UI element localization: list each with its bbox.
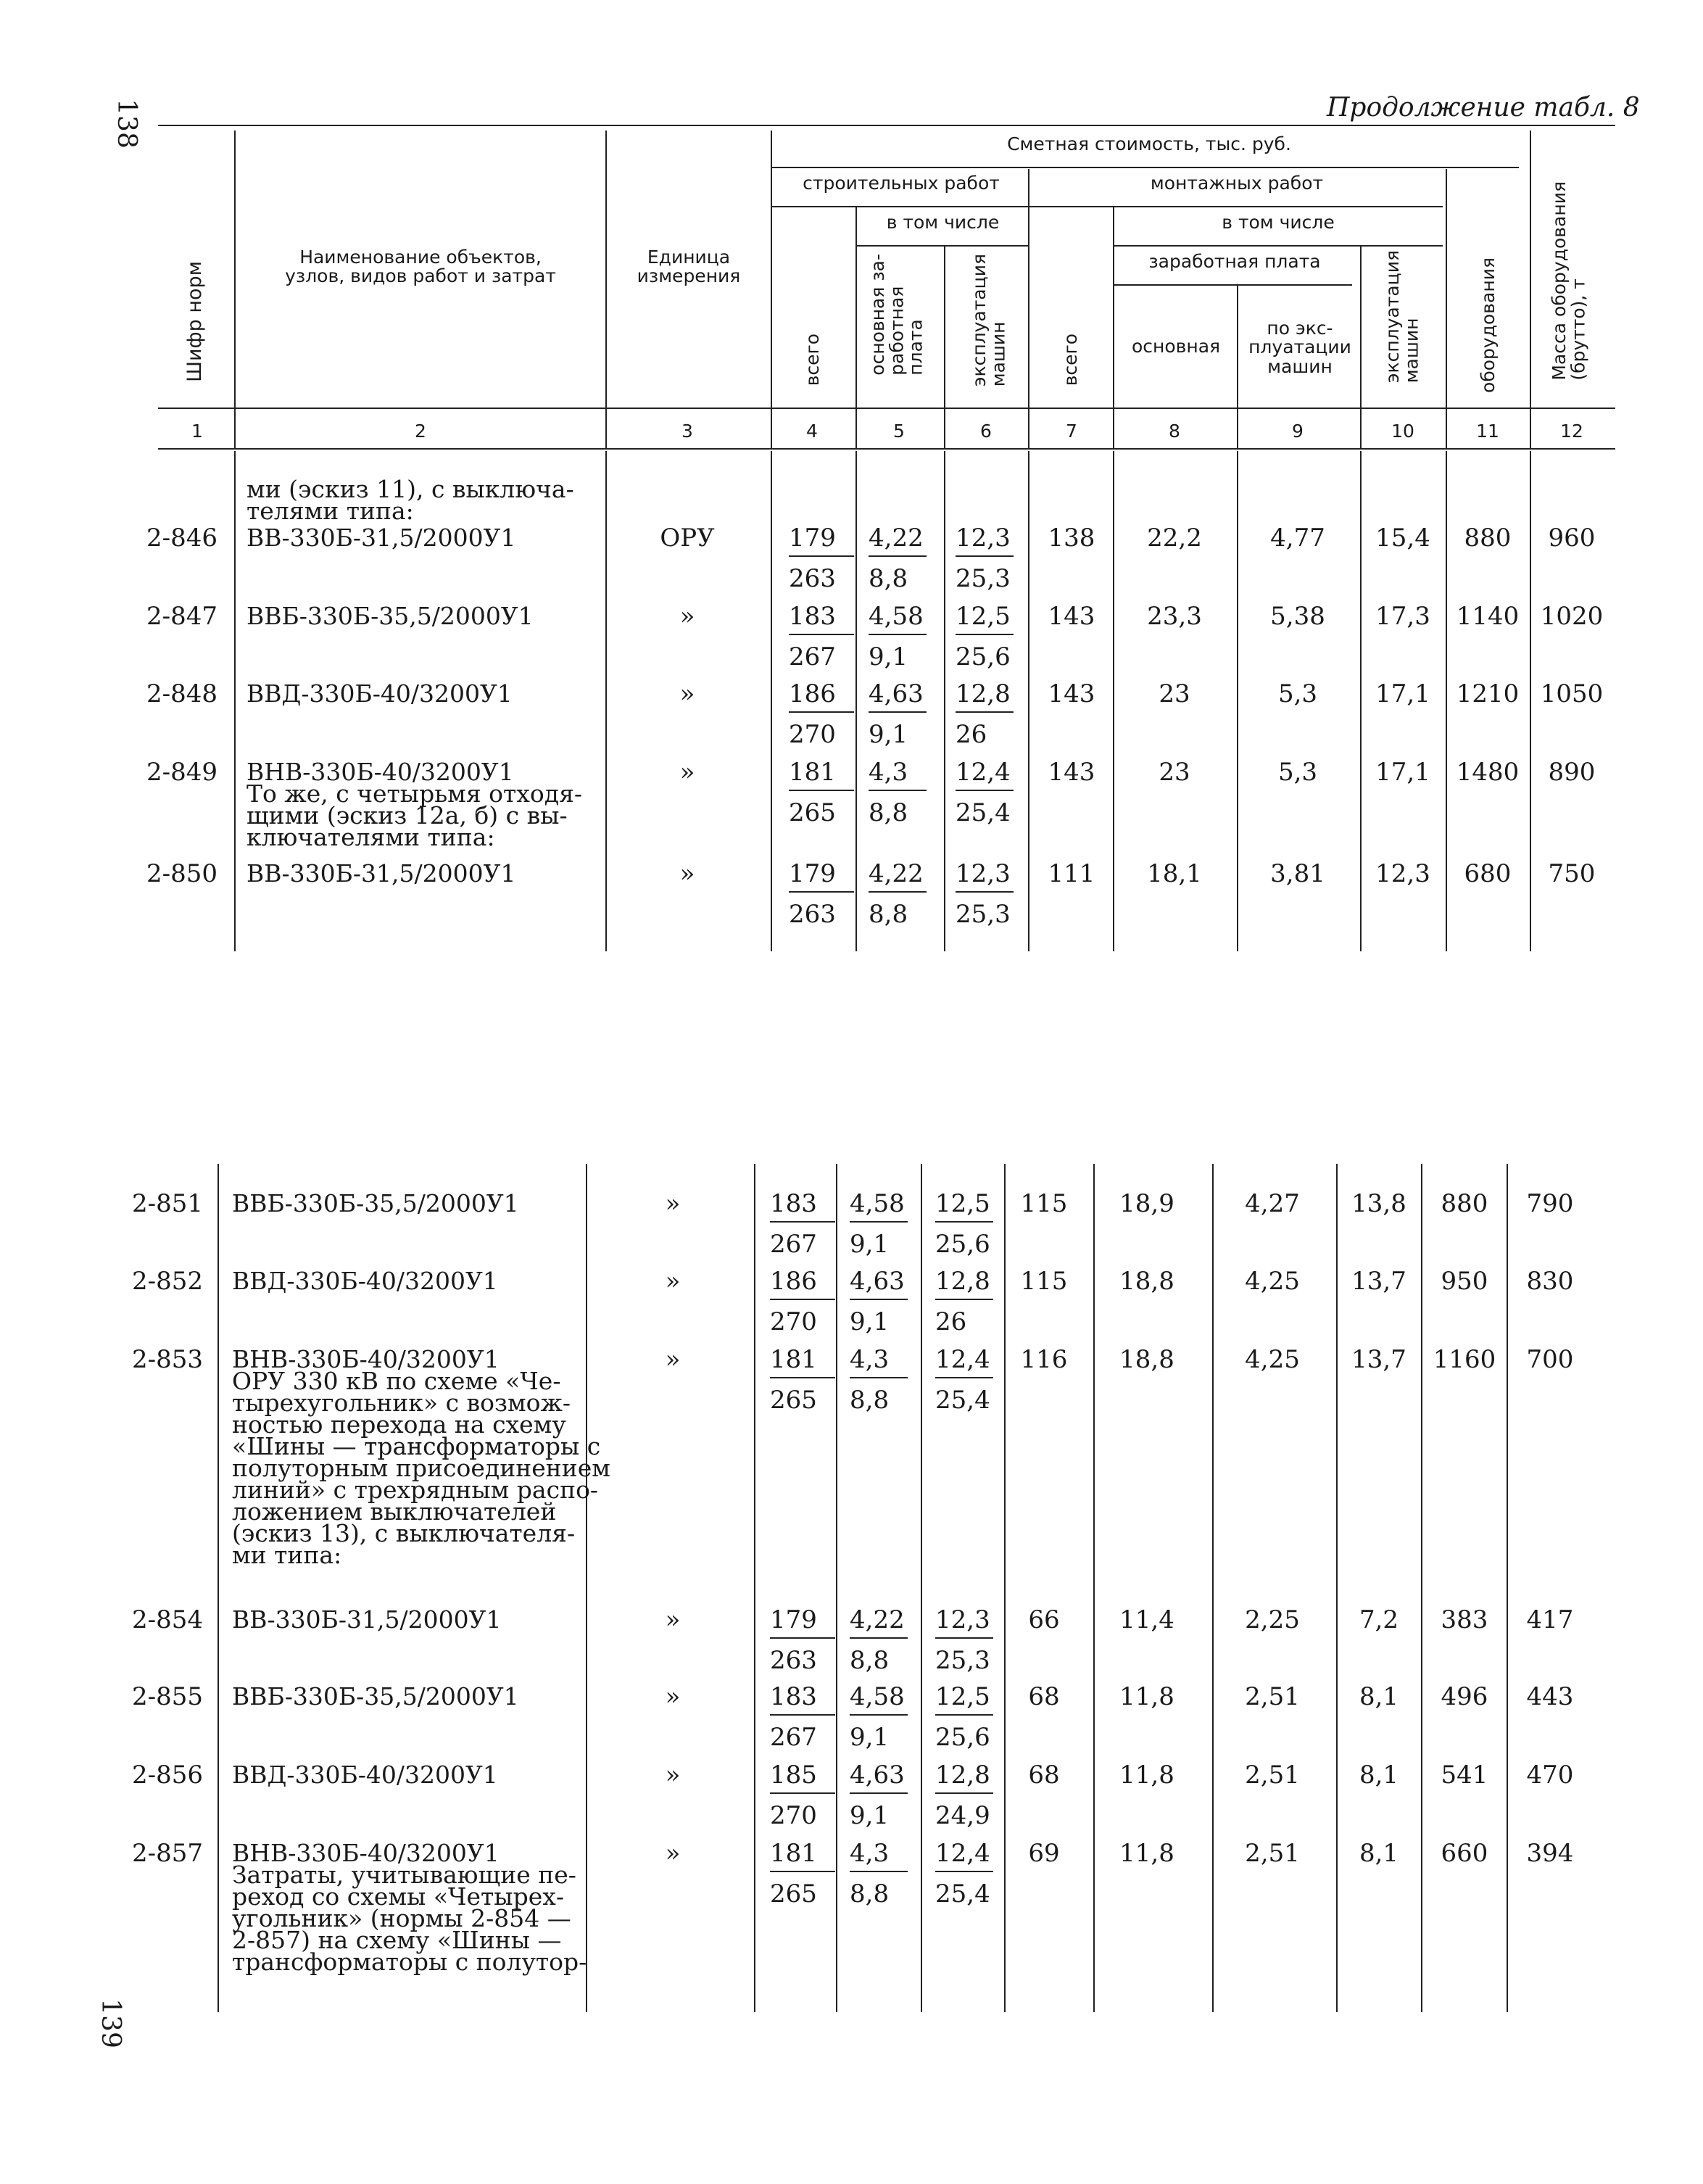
row-code: 2-850 bbox=[146, 859, 217, 888]
cost-stroit-ekspl-denominator: 25,4 bbox=[935, 1879, 990, 1908]
cost-montazh-zarplata: 18,1 bbox=[1147, 859, 1202, 888]
row-code: 2-857 bbox=[131, 1839, 203, 1868]
header-shifr: Шифр норм bbox=[183, 261, 206, 382]
cost-stroit-ekspl bbox=[956, 524, 1014, 593]
row-unit: » bbox=[665, 1761, 681, 1790]
cost-montazh-total: 138 bbox=[1048, 524, 1095, 553]
row-name-line: ключателями типа: bbox=[246, 823, 495, 851]
cost-stroit-total-numerator: 183 bbox=[770, 1682, 817, 1711]
column-number: 3 bbox=[681, 421, 693, 442]
cost-montazh-zarplata: 11,8 bbox=[1119, 1761, 1174, 1790]
mass-equipment: 394 bbox=[1526, 1839, 1574, 1868]
cost-oborud: 880 bbox=[1464, 524, 1512, 553]
mass-equipment: 890 bbox=[1548, 758, 1596, 787]
cost-stroit-total-numerator: 183 bbox=[770, 1189, 817, 1218]
column-divider bbox=[1237, 451, 1238, 951]
cost-stroit-zarplata bbox=[850, 1345, 908, 1415]
cost-montazh-total: 143 bbox=[1048, 602, 1095, 631]
cost-montazh-ekspl: 17,3 bbox=[1375, 602, 1430, 631]
column-number: 2 bbox=[415, 421, 426, 442]
cost-stroit-ekspl-numerator: 12,4 bbox=[935, 1345, 990, 1374]
cost-stroit-zarplata-denominator: 8,8 bbox=[850, 1386, 890, 1415]
cost-stroit-ekspl-denominator: 25,3 bbox=[935, 1646, 990, 1675]
row-name-line: ВВ-330Б-31,5/2000У1 bbox=[246, 524, 516, 552]
row-name-line: ВВД-330Б-40/3200У1 bbox=[232, 1761, 498, 1789]
row-unit: » bbox=[665, 1839, 681, 1868]
cost-stroit-total bbox=[789, 602, 854, 671]
row-name-line: ВНВ-330Б-40/3200У1 bbox=[232, 1839, 500, 1867]
cost-stroit-total bbox=[789, 758, 854, 827]
row-name-line: ми (эскиз 11), с выключа- bbox=[246, 475, 574, 503]
cost-stroit-zarplata-numerator: 4,58 bbox=[850, 1189, 905, 1218]
cost-stroit-zarplata bbox=[850, 1761, 908, 1830]
column-number: 11 bbox=[1476, 421, 1499, 442]
cost-montazh-total: 66 bbox=[1028, 1605, 1060, 1634]
cost-montazh-ekspl: 17,1 bbox=[1375, 679, 1430, 708]
header-ekspl-stroit: эксплуатация машин bbox=[969, 254, 1009, 387]
mass-equipment: 1050 bbox=[1540, 679, 1604, 708]
cost-stroit-ekspl-denominator: 25,3 bbox=[956, 900, 1011, 929]
cost-oborud: 880 bbox=[1441, 1189, 1488, 1218]
cost-stroit-ekspl-numerator: 12,3 bbox=[956, 859, 1011, 888]
cost-montazh-ekspl: 17,1 bbox=[1375, 758, 1430, 787]
cost-stroit-ekspl bbox=[935, 1267, 993, 1336]
row-name-line: тырехугольник» с возмож- bbox=[232, 1389, 571, 1417]
cost-stroit-ekspl-numerator: 12,4 bbox=[935, 1839, 990, 1868]
column-divider bbox=[1336, 1164, 1338, 2012]
column-number: 1 bbox=[191, 421, 203, 442]
row-name-line: То же, с четырьмя отходя- bbox=[246, 779, 583, 808]
cost-stroit-zarplata bbox=[850, 1839, 908, 1908]
cost-montazh-total: 115 bbox=[1020, 1267, 1068, 1296]
cost-stroit-total-numerator: 181 bbox=[789, 758, 836, 787]
row-unit: » bbox=[665, 1605, 681, 1634]
column-divider bbox=[1113, 451, 1114, 951]
column-number: 8 bbox=[1169, 421, 1180, 442]
row-name-line: ВВ-330Б-31,5/2000У1 bbox=[246, 859, 516, 888]
row-name-line: (эскиз 13), с выключателя- bbox=[232, 1519, 576, 1547]
column-divider bbox=[1212, 1164, 1214, 2012]
cost-montazh-zarplata: 11,8 bbox=[1119, 1839, 1174, 1868]
mass-equipment: 750 bbox=[1548, 859, 1596, 888]
cost-oborud: 950 bbox=[1441, 1267, 1488, 1296]
row-unit: » bbox=[665, 1345, 681, 1374]
cost-stroit-zarplata-numerator: 4,22 bbox=[850, 1605, 905, 1634]
cost-stroit-total-numerator: 186 bbox=[770, 1267, 817, 1296]
column-number: 7 bbox=[1066, 421, 1077, 442]
cost-stroit-zarplata-denominator: 9,1 bbox=[850, 1307, 890, 1336]
cost-montazh-ekspl: 13,8 bbox=[1351, 1189, 1406, 1218]
cost-stroit-zarplata-numerator: 4,63 bbox=[850, 1267, 905, 1296]
cost-stroit-ekspl-numerator: 12,5 bbox=[935, 1682, 990, 1711]
cost-stroit-total bbox=[770, 1267, 835, 1336]
cost-stroit-zarplata-denominator: 8,8 bbox=[869, 900, 908, 929]
cost-stroit-total-numerator: 185 bbox=[770, 1761, 817, 1790]
cost-stroit-zarplata-denominator: 8,8 bbox=[869, 798, 908, 827]
cost-stroit-total-numerator: 183 bbox=[789, 602, 836, 631]
cost-oborud: 1210 bbox=[1456, 679, 1520, 708]
cost-stroit-total-denominator: 263 bbox=[789, 564, 836, 593]
cost-stroit-ekspl-numerator: 12,8 bbox=[935, 1761, 990, 1790]
cost-stroit-ekspl-numerator: 12,4 bbox=[956, 758, 1011, 787]
cost-montazh-ekspl: 13,7 bbox=[1351, 1267, 1406, 1296]
cost-stroit-zarplata-denominator: 9,1 bbox=[850, 1230, 890, 1259]
cost-stroit-zarplata-denominator: 8,8 bbox=[850, 1646, 890, 1675]
page-number-bottom: 139 bbox=[95, 1998, 125, 2048]
cost-stroit-ekspl bbox=[935, 1761, 993, 1830]
cost-stroit-ekspl bbox=[956, 758, 1014, 827]
column-divider bbox=[234, 451, 236, 951]
cost-montazh-total: 69 bbox=[1028, 1839, 1060, 1868]
column-divider bbox=[1421, 1164, 1422, 2012]
cost-montazh-zarplata: 23 bbox=[1159, 679, 1190, 708]
row-unit: ОРУ bbox=[660, 524, 715, 553]
row-name-line: «Шины — трансформаторы с bbox=[232, 1432, 601, 1460]
row-code: 2-854 bbox=[131, 1605, 203, 1634]
row-name-line: ВВ-330Б-31,5/2000У1 bbox=[232, 1605, 502, 1634]
cost-stroit-zarplata-numerator: 4,22 bbox=[869, 859, 924, 888]
cost-montazh-zarplata: 22,2 bbox=[1147, 524, 1202, 553]
mass-equipment: 417 bbox=[1526, 1605, 1574, 1634]
cost-stroit-zarplata bbox=[869, 859, 927, 929]
cost-stroit-total bbox=[789, 859, 854, 929]
header-vsego-montazh: всего bbox=[1060, 334, 1081, 386]
row-code: 2-853 bbox=[131, 1345, 203, 1374]
cost-montazh-po-ekspl: 2,51 bbox=[1245, 1682, 1300, 1711]
cost-stroit-zarplata-numerator: 4,3 bbox=[850, 1839, 890, 1868]
cost-stroit-ekspl bbox=[935, 1682, 993, 1752]
row-name-line: ностью перехода на схему bbox=[232, 1410, 566, 1439]
cost-stroit-ekspl-denominator: 26 bbox=[935, 1307, 967, 1336]
cost-stroit-ekspl-numerator: 12,8 bbox=[956, 679, 1011, 708]
cost-montazh-zarplata: 11,8 bbox=[1119, 1682, 1174, 1711]
cost-stroit-total-numerator: 179 bbox=[789, 859, 836, 888]
column-divider bbox=[855, 451, 857, 951]
cost-stroit-ekspl-denominator: 25,6 bbox=[956, 642, 1011, 671]
row-name-line: ВВД-330Б-40/3200У1 bbox=[246, 679, 513, 708]
cost-stroit-ekspl-numerator: 12,8 bbox=[935, 1267, 990, 1296]
cost-stroit-zarplata-denominator: 8,8 bbox=[869, 564, 908, 593]
mass-equipment: 960 bbox=[1548, 524, 1596, 553]
cost-stroit-ekspl-numerator: 12,3 bbox=[935, 1605, 990, 1634]
cost-stroit-zarplata-denominator: 9,1 bbox=[850, 1723, 890, 1752]
cost-montazh-po-ekspl: 4,25 bbox=[1245, 1345, 1300, 1374]
cost-montazh-zarplata: 11,4 bbox=[1119, 1605, 1174, 1634]
cost-montazh-po-ekspl: 4,25 bbox=[1245, 1267, 1300, 1296]
cost-stroit-total bbox=[770, 1189, 835, 1259]
cost-stroit-total bbox=[770, 1839, 835, 1908]
cost-stroit-ekspl-denominator: 26 bbox=[956, 720, 987, 749]
cost-stroit-zarplata bbox=[850, 1189, 908, 1259]
cost-montazh-ekspl: 8,1 bbox=[1359, 1682, 1399, 1711]
cost-montazh-po-ekspl: 3,81 bbox=[1270, 859, 1325, 888]
column-divider bbox=[944, 451, 945, 951]
row-unit: » bbox=[665, 1267, 681, 1296]
column-divider bbox=[586, 1164, 587, 2012]
cost-stroit-zarplata-numerator: 4,3 bbox=[869, 758, 908, 787]
cost-stroit-total-denominator: 265 bbox=[770, 1386, 817, 1415]
mass-equipment: 790 bbox=[1526, 1189, 1574, 1218]
cost-stroit-zarplata bbox=[850, 1605, 908, 1675]
row-name-line: ВВБ-330Б-35,5/2000У1 bbox=[232, 1189, 519, 1217]
header-vsego-stroit: всего bbox=[802, 334, 823, 386]
cost-stroit-ekspl-denominator: 25,6 bbox=[935, 1230, 990, 1259]
cost-stroit-zarplata-numerator: 4,63 bbox=[869, 679, 924, 708]
header-unit: Единица измерения bbox=[637, 247, 741, 287]
column-divider bbox=[1530, 451, 1531, 951]
row-code: 2-855 bbox=[131, 1682, 203, 1711]
cost-stroit-zarplata-denominator: 9,1 bbox=[850, 1801, 890, 1830]
row-name-line: трансформаторы с полутор- bbox=[232, 1948, 587, 1976]
row-name-line: ложением выключателей bbox=[232, 1497, 557, 1526]
row-unit: » bbox=[665, 1682, 681, 1711]
cost-montazh-zarplata: 18,8 bbox=[1119, 1345, 1174, 1374]
cost-montazh-po-ekspl: 2,51 bbox=[1245, 1839, 1300, 1868]
row-code: 2-848 bbox=[146, 679, 217, 708]
cost-montazh-total: 143 bbox=[1048, 679, 1095, 708]
cost-stroit-zarplata bbox=[869, 602, 927, 671]
cost-stroit-ekspl-denominator: 25,3 bbox=[956, 564, 1011, 593]
table-continuation-label: Продолжение табл. 8 bbox=[1327, 93, 1640, 123]
row-code: 2-849 bbox=[146, 758, 217, 787]
cost-oborud: 1480 bbox=[1456, 758, 1520, 787]
cost-stroit-zarplata-numerator: 4,22 bbox=[869, 524, 924, 553]
cost-stroit-ekspl-denominator: 24,9 bbox=[935, 1801, 990, 1830]
row-name-line: линий» с трехрядным распо- bbox=[232, 1476, 599, 1504]
column-divider bbox=[921, 1164, 922, 2012]
column-divider bbox=[1446, 451, 1447, 951]
cost-stroit-ekspl-numerator: 12,5 bbox=[935, 1189, 990, 1218]
cost-stroit-total-numerator: 181 bbox=[770, 1345, 817, 1374]
cost-stroit-total bbox=[770, 1345, 835, 1415]
header-stroit-v-tom-chisle: в том числе bbox=[886, 212, 1000, 233]
cost-stroit-zarplata-numerator: 4,58 bbox=[850, 1682, 905, 1711]
column-divider bbox=[217, 1164, 219, 2012]
cost-montazh-po-ekspl: 5,38 bbox=[1270, 602, 1325, 631]
mass-equipment: 1020 bbox=[1540, 602, 1604, 631]
header-montazh: монтажных работ bbox=[1150, 173, 1324, 194]
column-divider bbox=[1004, 1164, 1006, 2012]
column-number: 6 bbox=[980, 421, 992, 442]
row-unit: » bbox=[679, 758, 695, 787]
cost-stroit-total-numerator: 186 bbox=[789, 679, 836, 708]
column-divider bbox=[1360, 451, 1362, 951]
row-name-line: полуторным присоединением bbox=[232, 1454, 610, 1482]
mass-equipment: 443 bbox=[1526, 1682, 1574, 1711]
cost-stroit-zarplata-denominator: 9,1 bbox=[869, 642, 908, 671]
cost-stroit-zarplata-denominator: 8,8 bbox=[850, 1879, 890, 1908]
cost-montazh-ekspl: 13,7 bbox=[1351, 1345, 1406, 1374]
column-divider bbox=[754, 1164, 755, 2012]
cost-stroit-zarplata bbox=[869, 524, 927, 593]
cost-stroit-ekspl-denominator: 25,4 bbox=[935, 1386, 990, 1415]
cost-stroit-total-denominator: 270 bbox=[770, 1801, 817, 1830]
cost-stroit-ekspl bbox=[935, 1345, 993, 1415]
column-number: 10 bbox=[1391, 421, 1414, 442]
header-montazh-v-tom-chisle: в том числе bbox=[1222, 212, 1335, 233]
header-cost-title: Сметная стоимость, тыс. руб. bbox=[1007, 133, 1291, 154]
cost-stroit-zarplata bbox=[869, 679, 927, 749]
cost-stroit-ekspl bbox=[956, 679, 1014, 749]
cost-oborud: 496 bbox=[1441, 1682, 1488, 1711]
cost-stroit-ekspl-denominator: 25,4 bbox=[956, 798, 1011, 827]
cost-stroit-total-numerator: 179 bbox=[770, 1605, 817, 1634]
header-osnovnaya: основная bbox=[1131, 336, 1221, 357]
column-divider bbox=[1507, 1164, 1508, 2012]
cost-montazh-ekspl: 8,1 bbox=[1359, 1761, 1399, 1790]
cost-stroit-total-denominator: 267 bbox=[770, 1230, 817, 1259]
row-name-line: реход со схемы «Четырех- bbox=[232, 1882, 564, 1911]
cost-stroit-ekspl bbox=[956, 859, 1014, 929]
cost-stroit-total bbox=[770, 1761, 835, 1830]
cost-montazh-total: 111 bbox=[1048, 859, 1095, 888]
cost-stroit-total-denominator: 267 bbox=[789, 642, 836, 671]
column-number: 12 bbox=[1560, 421, 1583, 442]
header-oborud: оборудования bbox=[1478, 257, 1499, 393]
column-divider bbox=[836, 1164, 837, 2012]
cost-oborud: 541 bbox=[1441, 1761, 1488, 1790]
cost-stroit-zarplata-numerator: 4,58 bbox=[869, 602, 924, 631]
column-number: 9 bbox=[1292, 421, 1304, 442]
header-zarplata: заработная плата bbox=[1148, 251, 1321, 272]
column-divider bbox=[1028, 451, 1029, 951]
cost-stroit-ekspl-denominator: 25,6 bbox=[935, 1723, 990, 1752]
cost-stroit-ekspl-numerator: 12,5 bbox=[956, 602, 1011, 631]
cost-stroit-total-denominator: 267 bbox=[770, 1723, 817, 1752]
cost-stroit-total-numerator: 179 bbox=[789, 524, 836, 553]
cost-stroit-zarplata bbox=[850, 1267, 908, 1336]
row-name-line: ми типа: bbox=[232, 1541, 342, 1569]
row-code: 2-851 bbox=[131, 1189, 203, 1218]
cost-stroit-total-numerator: 181 bbox=[770, 1839, 817, 1868]
cost-montazh-zarplata: 23,3 bbox=[1147, 602, 1202, 631]
cost-stroit-total bbox=[789, 679, 854, 749]
row-code: 2-852 bbox=[131, 1267, 203, 1296]
row-name-line: 2-857) на схему «Шины — bbox=[232, 1926, 562, 1954]
mass-equipment: 830 bbox=[1526, 1267, 1574, 1296]
cost-montazh-po-ekspl: 4,27 bbox=[1245, 1189, 1300, 1218]
cost-montazh-ekspl: 12,3 bbox=[1375, 859, 1430, 888]
row-unit: » bbox=[679, 679, 695, 708]
cost-stroit-zarplata-numerator: 4,3 bbox=[850, 1345, 890, 1374]
cost-montazh-po-ekspl: 5,3 bbox=[1277, 758, 1318, 787]
cost-stroit-total-denominator: 263 bbox=[789, 900, 836, 929]
cost-oborud: 660 bbox=[1441, 1839, 1488, 1868]
column-number: 5 bbox=[893, 421, 905, 442]
row-name-line: телями типа: bbox=[246, 497, 414, 525]
cost-montazh-total: 68 bbox=[1028, 1761, 1060, 1790]
row-unit: » bbox=[679, 602, 695, 631]
row-name-line: ВВБ-330Б-35,5/2000У1 bbox=[246, 602, 534, 630]
row-name-line: ВНВ-330Б-40/3200У1 bbox=[246, 758, 514, 786]
cost-montazh-ekspl: 15,4 bbox=[1375, 524, 1430, 553]
cost-oborud: 1160 bbox=[1433, 1345, 1496, 1374]
cost-montazh-total: 116 bbox=[1020, 1345, 1068, 1374]
cost-montazh-ekspl: 8,1 bbox=[1359, 1839, 1399, 1868]
row-name-line: щими (эскиз 12а, б) с вы- bbox=[246, 801, 568, 830]
cost-montazh-po-ekspl: 2,51 bbox=[1245, 1761, 1300, 1790]
cost-stroit-total bbox=[770, 1682, 835, 1752]
cost-montazh-total: 68 bbox=[1028, 1682, 1060, 1711]
row-code: 2-856 bbox=[131, 1761, 203, 1790]
mass-equipment: 470 bbox=[1526, 1761, 1574, 1790]
cost-stroit-zarplata bbox=[869, 758, 927, 827]
header-po-ekspl: по экс- плуатации машин bbox=[1248, 318, 1351, 377]
row-name-line: ОРУ 330 кВ по схеме «Че- bbox=[232, 1367, 561, 1395]
cost-oborud: 1140 bbox=[1456, 602, 1520, 631]
cost-stroit-ekspl-numerator: 12,3 bbox=[956, 524, 1011, 553]
cost-montazh-zarplata: 18,8 bbox=[1119, 1267, 1174, 1296]
cost-stroit-total bbox=[789, 524, 854, 593]
cost-stroit-total-denominator: 265 bbox=[770, 1879, 817, 1908]
cost-stroit-total-denominator: 265 bbox=[789, 798, 836, 827]
cost-stroit-zarplata-denominator: 9,1 bbox=[869, 720, 908, 749]
cost-stroit-zarplata bbox=[850, 1682, 908, 1752]
cost-montazh-po-ekspl: 2,25 bbox=[1245, 1605, 1300, 1634]
header-osn-zarplata: основная за- работная плата bbox=[867, 254, 927, 376]
header-name: Наименование объектов, узлов, видов работ и затрат bbox=[285, 247, 556, 287]
page-number-top: 138 bbox=[111, 99, 141, 149]
cost-montazh-total: 115 bbox=[1020, 1189, 1068, 1218]
row-name-line: ВНВ-330Б-40/3200У1 bbox=[232, 1345, 500, 1373]
cost-montazh-ekspl: 7,2 bbox=[1359, 1605, 1399, 1634]
cost-stroit-ekspl bbox=[935, 1605, 993, 1675]
cost-stroit-total-denominator: 270 bbox=[770, 1307, 817, 1336]
row-unit: » bbox=[679, 859, 695, 888]
row-name-line: угольник» (нормы 2-854 — bbox=[232, 1904, 571, 1932]
mass-equipment: 700 bbox=[1526, 1345, 1574, 1374]
cost-montazh-zarplata: 18,9 bbox=[1119, 1189, 1174, 1218]
column-divider bbox=[771, 451, 772, 951]
cost-montazh-po-ekspl: 5,3 bbox=[1277, 679, 1318, 708]
column-divider bbox=[1093, 1164, 1095, 2012]
row-code: 2-847 bbox=[146, 602, 217, 631]
cost-oborud: 383 bbox=[1441, 1605, 1488, 1634]
header-ekspl-montazh: эксплуатация машин bbox=[1382, 250, 1422, 384]
cost-stroit-total-denominator: 263 bbox=[770, 1646, 817, 1675]
column-number: 4 bbox=[806, 421, 818, 442]
row-name-line: ВВБ-330Б-35,5/2000У1 bbox=[232, 1682, 519, 1711]
cost-stroit-total bbox=[770, 1605, 835, 1675]
header-stroit: строительных работ bbox=[803, 173, 1000, 194]
row-unit: » bbox=[665, 1189, 681, 1218]
column-divider bbox=[605, 451, 607, 951]
row-name-line: Затраты, учитывающие пе- bbox=[232, 1861, 576, 1889]
cost-stroit-ekspl bbox=[935, 1839, 993, 1908]
cost-montazh-zarplata: 23 bbox=[1159, 758, 1190, 787]
cost-stroit-zarplata-numerator: 4,63 bbox=[850, 1761, 905, 1790]
cost-stroit-ekspl bbox=[935, 1189, 993, 1259]
row-name-line: ВВД-330Б-40/3200У1 bbox=[232, 1267, 498, 1295]
cost-oborud: 680 bbox=[1464, 859, 1512, 888]
row-code: 2-846 bbox=[146, 524, 217, 553]
cost-montazh-po-ekspl: 4,77 bbox=[1270, 524, 1325, 553]
header-massa: Масса оборудования (брутто), т bbox=[1549, 181, 1589, 381]
cost-montazh-total: 143 bbox=[1048, 758, 1095, 787]
cost-stroit-total-denominator: 270 bbox=[789, 720, 836, 749]
cost-stroit-ekspl bbox=[956, 602, 1014, 671]
